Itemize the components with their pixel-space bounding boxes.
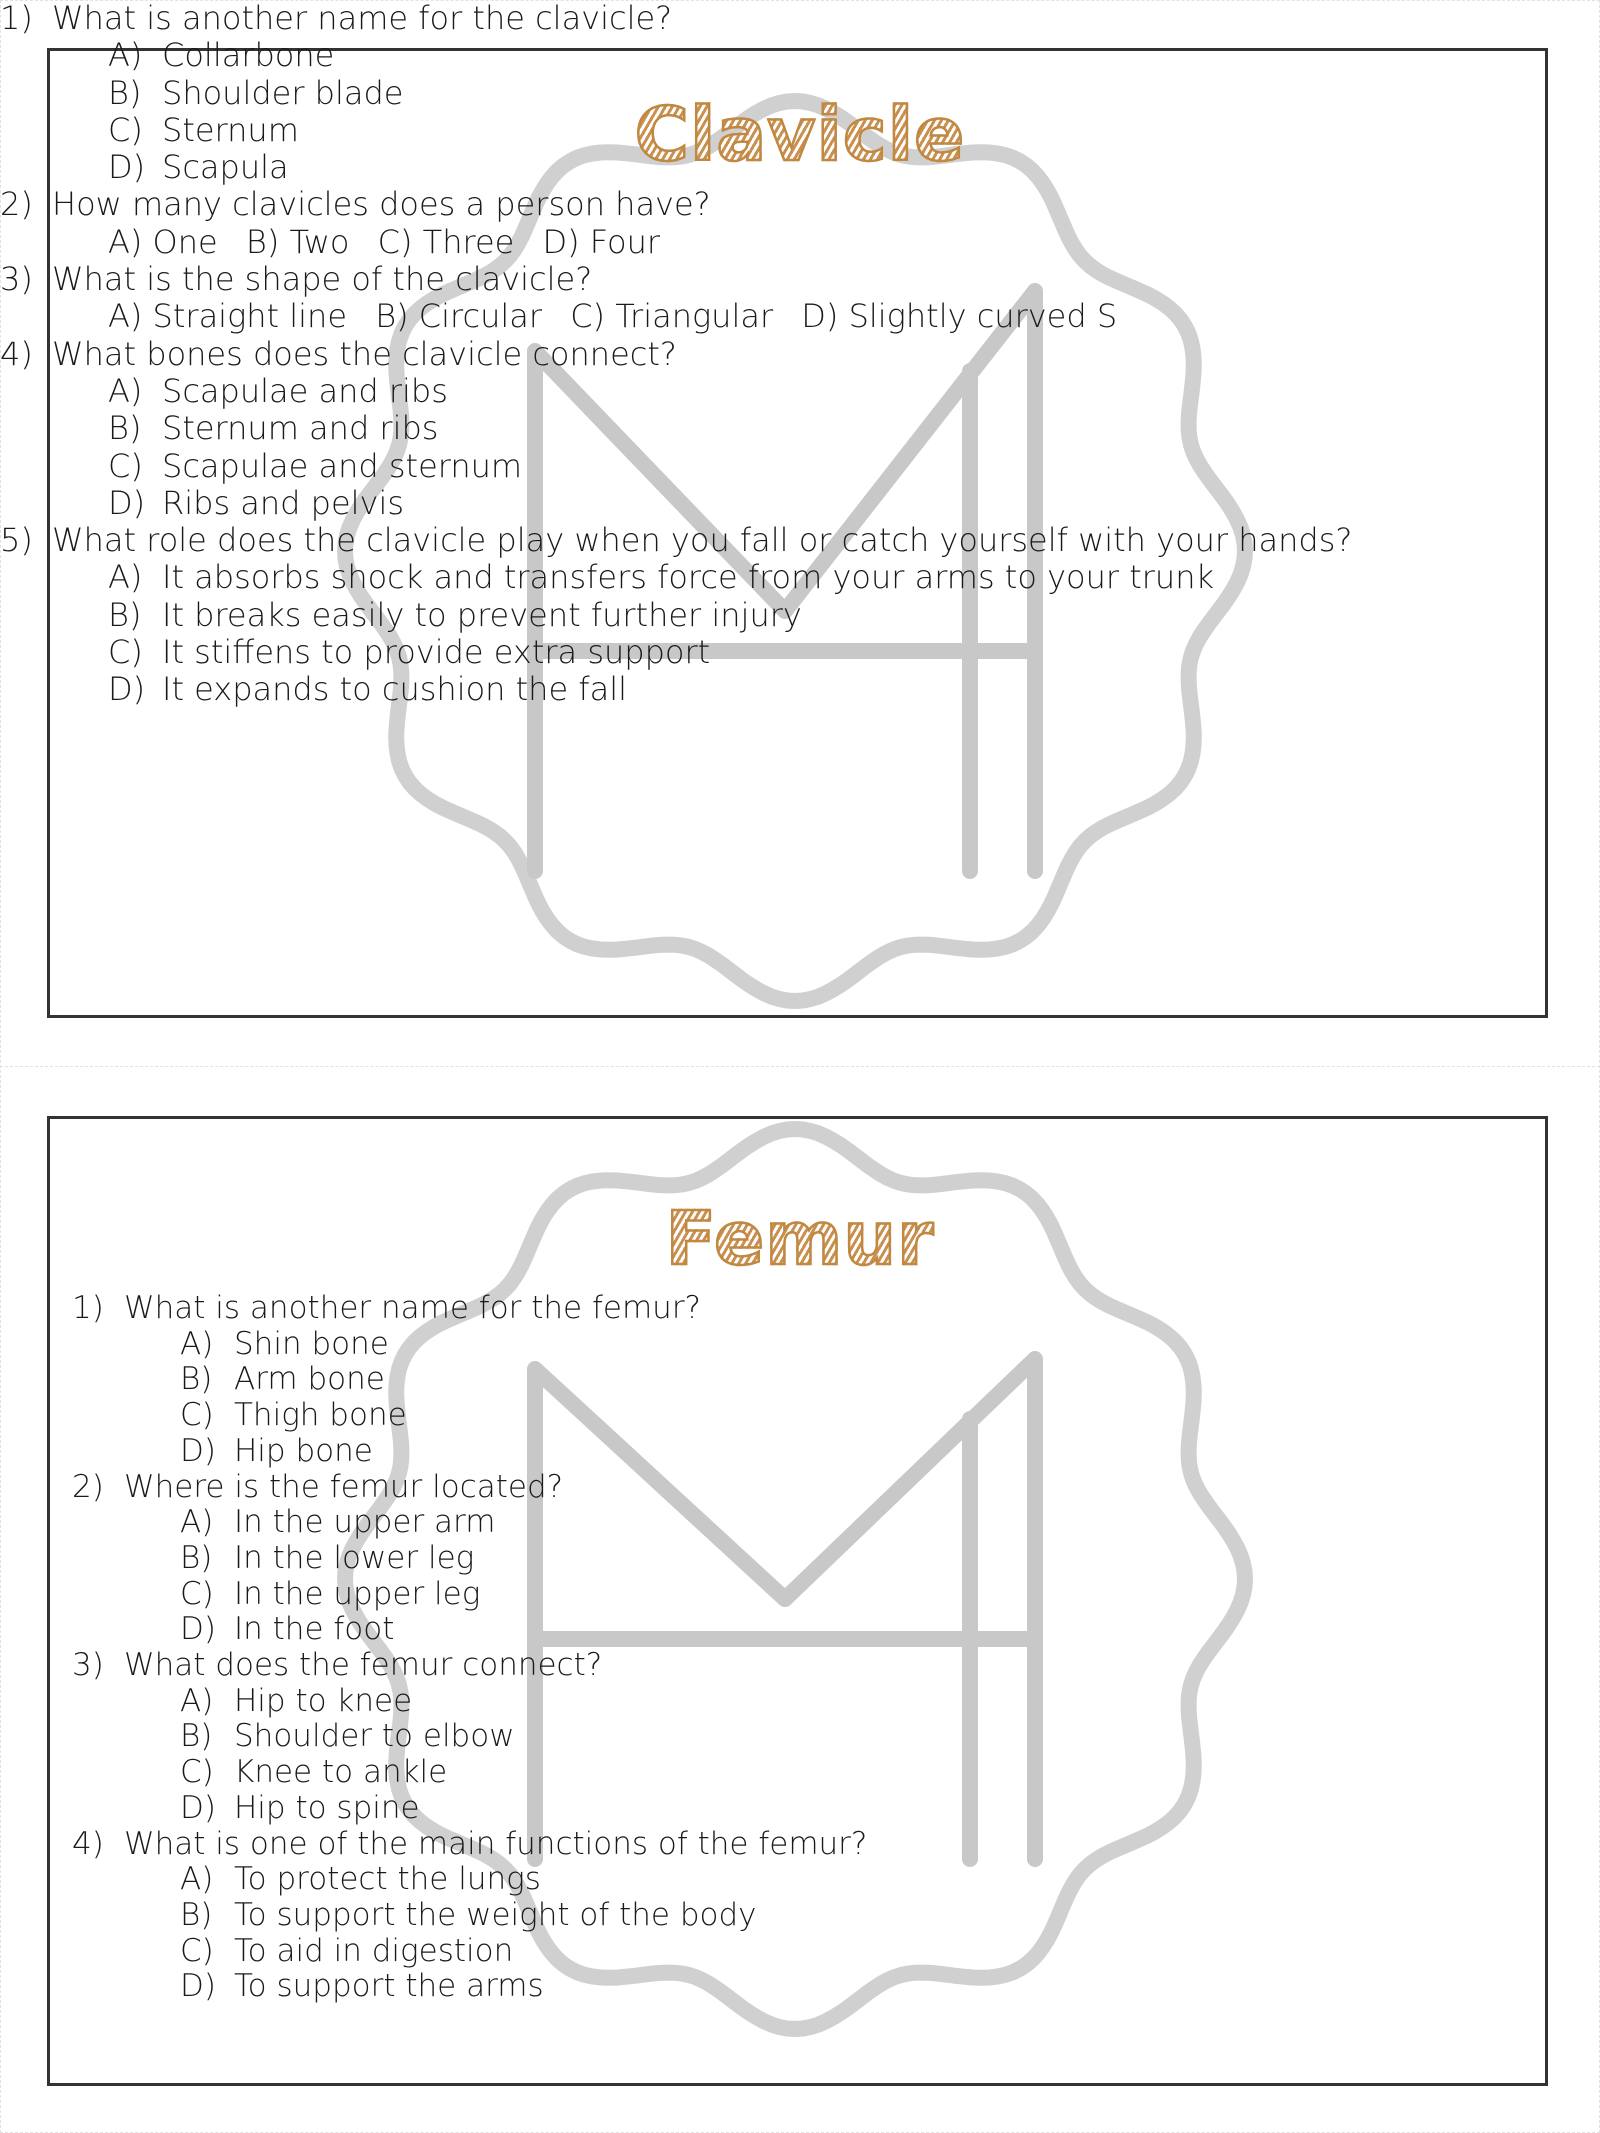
answer-option	[0, 671, 1352, 708]
option-text: It expands to cushion the fall	[162, 670, 627, 709]
option-letter: C)	[108, 633, 143, 672]
question-text: What does the femur connect?	[124, 1647, 603, 1684]
question	[72, 1291, 867, 1327]
answer-option	[0, 485, 1352, 522]
question	[0, 522, 1352, 559]
option-letter: A)	[180, 1861, 214, 1898]
question	[72, 1648, 867, 1684]
option-text: Scapulae and sternum	[162, 446, 523, 485]
question-number: 1)	[0, 0, 33, 37]
question	[0, 261, 1352, 298]
question-number: 3)	[72, 1647, 104, 1684]
question-text: What is the shape of the clavicle?	[52, 260, 593, 299]
option-text: Shoulder to elbow	[234, 1718, 515, 1755]
answer-option	[72, 1612, 867, 1648]
answer-option	[0, 448, 1352, 485]
option-letter: C)	[180, 1397, 214, 1434]
option-text: Arm bone	[234, 1361, 385, 1398]
option-text: Scapula	[162, 148, 289, 187]
option-text: To support the arms	[234, 1968, 544, 2005]
answer-option	[72, 1398, 867, 1434]
question-number: 2)	[72, 1468, 104, 1505]
option-text: Knee to ankle	[234, 1754, 448, 1791]
question	[0, 336, 1352, 373]
option-text: It stiffens to provide extra support	[162, 633, 711, 672]
answer-option	[72, 1719, 867, 1755]
answer-option: B) Two	[245, 222, 350, 261]
femur-title: Femur	[0, 1196, 1600, 1282]
option-letter: D)	[180, 1611, 216, 1648]
question-text: Where is the femur located?	[124, 1468, 564, 1505]
option-text: In the lower leg	[234, 1539, 475, 1576]
inline-answer-options	[0, 224, 1352, 261]
answer-option	[0, 37, 1352, 74]
option-letter: B)	[108, 409, 142, 448]
option-text: It breaks easily to prevent further injury	[162, 595, 802, 634]
question-number: 1)	[72, 1290, 104, 1326]
option-letter: B)	[108, 73, 142, 112]
option-text: Shoulder blade	[162, 73, 404, 112]
option-letter: B)	[180, 1361, 213, 1398]
option-text: In the foot	[234, 1611, 395, 1648]
option-letter: A)	[108, 36, 143, 75]
option-text: Collarbone	[162, 36, 335, 75]
option-letter: D)	[108, 670, 146, 709]
option-letter: D)	[108, 148, 146, 187]
question-number: 5)	[0, 521, 33, 560]
option-letter: B)	[180, 1718, 213, 1755]
question	[0, 0, 1352, 37]
question-text: What bones does the clavicle connect?	[52, 334, 677, 373]
answer-option	[72, 1862, 867, 1898]
answer-option	[72, 1684, 867, 1720]
question-text: How many clavicles does a person have?	[52, 185, 711, 224]
clavicle-title: Clavicle	[0, 92, 1600, 178]
option-letter: C)	[180, 1932, 214, 1969]
answer-option	[72, 1791, 867, 1827]
answer-option	[0, 373, 1352, 410]
cut-line	[0, 1066, 1600, 1067]
option-letter: D)	[180, 1968, 216, 2005]
answer-option	[72, 1969, 867, 2005]
option-letter: D)	[180, 1432, 216, 1469]
question-number: 4)	[72, 1825, 104, 1862]
answer-option	[0, 597, 1352, 634]
question-text: What is one of the main functions of the femur?	[124, 1825, 868, 1862]
option-text: Hip to knee	[234, 1682, 413, 1719]
question-number: 2)	[0, 185, 33, 224]
answer-option: C) Three	[377, 222, 515, 261]
question	[72, 1470, 867, 1506]
option-letter: A)	[180, 1682, 214, 1719]
option-letter: A)	[180, 1325, 214, 1362]
question-text: What is another name for the femur?	[124, 1290, 702, 1326]
option-letter: B)	[180, 1896, 213, 1933]
option-text: To protect the lungs	[234, 1861, 541, 1898]
answer-option	[72, 1327, 867, 1363]
answer-option	[72, 1362, 867, 1398]
option-text: Sternum and ribs	[162, 409, 439, 448]
option-text: Shin bone	[234, 1325, 389, 1362]
answer-option	[0, 634, 1352, 671]
option-letter: C)	[180, 1754, 214, 1791]
option-letter: A)	[108, 371, 143, 410]
answer-option	[72, 1755, 867, 1791]
option-letter: C)	[180, 1575, 214, 1612]
option-text: Hip bone	[234, 1432, 373, 1469]
option-letter: B)	[180, 1539, 213, 1576]
question	[72, 1827, 867, 1863]
answer-option	[0, 410, 1352, 447]
option-text: Ribs and pelvis	[162, 483, 405, 522]
option-letter: A)	[180, 1504, 214, 1541]
option-text: Thigh bone	[234, 1397, 407, 1434]
option-text: To support the weight of the body	[234, 1896, 757, 1933]
question-number: 4)	[0, 334, 33, 373]
option-text: In the upper leg	[234, 1575, 481, 1612]
option-text: Scapulae and ribs	[162, 371, 448, 410]
question-number: 3)	[0, 260, 33, 299]
answer-option	[0, 559, 1352, 596]
answer-option: B) Circular	[375, 297, 543, 336]
answer-option: C) Triangular	[570, 297, 774, 336]
answer-option: A) Straight line	[108, 297, 348, 336]
question	[0, 186, 1352, 223]
femur-question-list	[72, 1291, 867, 2005]
option-letter: B)	[108, 595, 142, 634]
option-letter: D)	[108, 483, 146, 522]
option-letter: A)	[108, 558, 143, 597]
inline-answer-options	[0, 298, 1352, 335]
answer-option	[72, 1577, 867, 1613]
option-text: Hip to spine	[234, 1789, 420, 1826]
option-text: It absorbs shock and transfers force from your arms to your trunk	[162, 558, 1215, 597]
answer-option	[0, 112, 1352, 149]
answer-option	[72, 1541, 867, 1577]
option-text: In the upper arm	[234, 1504, 496, 1541]
question-text: What role does the clavicle play when you fall or catch yourself with your hands?	[52, 521, 1353, 560]
option-letter: C)	[108, 110, 143, 149]
clavicle-question-list	[0, 0, 1352, 709]
option-text: Sternum	[162, 110, 299, 149]
question-text: What is another name for the clavicle?	[52, 0, 673, 37]
answer-option	[0, 149, 1352, 186]
answer-option	[72, 1434, 867, 1470]
answer-option	[72, 1934, 867, 1970]
answer-option	[0, 75, 1352, 112]
answer-option: A) One	[108, 222, 218, 261]
answer-option: D) Four	[542, 222, 661, 261]
option-letter: C)	[108, 446, 143, 485]
option-text: To aid in digestion	[234, 1932, 514, 1969]
answer-option	[72, 1505, 867, 1541]
answer-option	[72, 1898, 867, 1934]
answer-option: D) Slightly curved S	[801, 297, 1118, 336]
option-letter: D)	[180, 1789, 216, 1826]
